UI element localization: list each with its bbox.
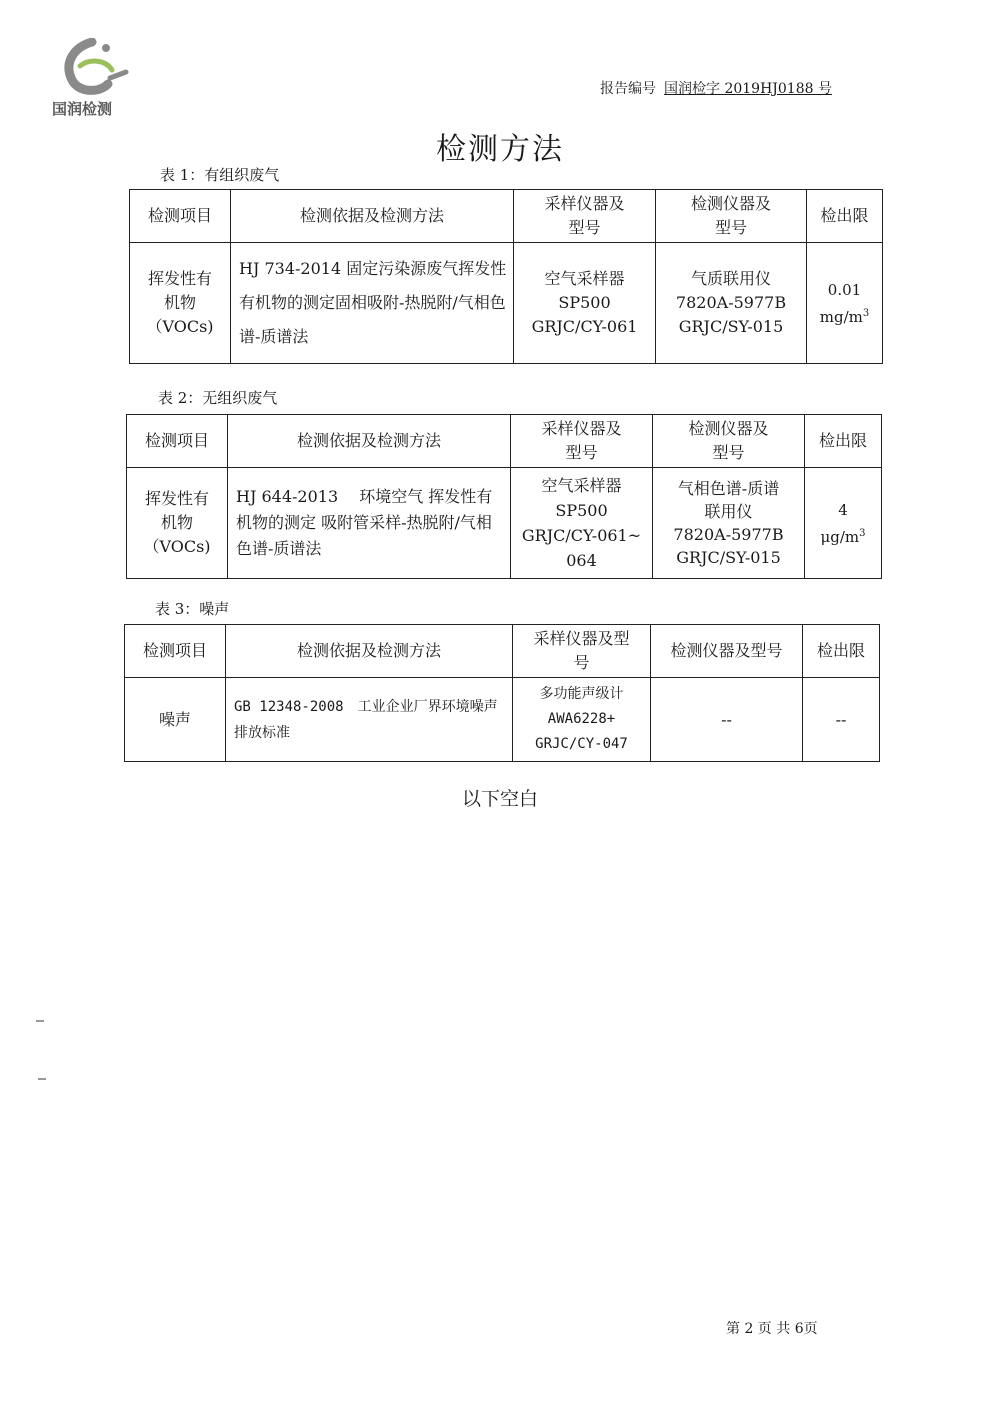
sampler-line: GRJC/CY-061~ [521, 526, 642, 545]
sampler-line: 空气采样器 [544, 269, 625, 288]
table-row [125, 678, 880, 762]
sampler-line: SP500 [555, 501, 608, 520]
table2-header-cell: 采样仪器及 型号 [511, 415, 653, 468]
instrument-line: GRJC/SY-015 [678, 317, 784, 336]
limit-value: -- [835, 709, 847, 729]
item-cell [127, 468, 228, 579]
item-line: 机物 [160, 513, 193, 532]
item-cell [125, 678, 226, 762]
item-cell [130, 243, 231, 364]
table3-header-cell: 检测项目 [125, 625, 226, 678]
sampler-line: 064 [566, 551, 597, 570]
table2-header-row [127, 415, 882, 468]
method-cell: GB 12348-2008 工业企业厂界环境噪声排放标准 [226, 678, 513, 762]
table3-header-cell: 采样仪器及型 号 [513, 625, 651, 678]
logo-text: 国润检测 [52, 100, 113, 118]
table2-caption: 表 2：无组织废气 [158, 389, 278, 407]
table1 [129, 189, 883, 364]
limit-value: 4 [838, 500, 848, 519]
table1-header-cell: 检出限 [807, 190, 883, 243]
logo-mark-icon [50, 38, 140, 98]
table1-header-cell: 检测依据及检测方法 [231, 190, 514, 243]
table3 [124, 624, 880, 762]
limit-value: 0.01 [827, 280, 862, 299]
page-number: 第 2 页 共 6页 [726, 1321, 818, 1337]
limit-unit: mg/m [819, 307, 863, 326]
table2 [126, 414, 882, 579]
table3-header-cell: 检出限 [803, 625, 880, 678]
limit-unit: μg/m [820, 527, 860, 546]
table2-header-cell: 检测仪器及 型号 [653, 415, 805, 468]
report-number [600, 78, 832, 98]
limit-cell [807, 243, 883, 364]
instrument-cell [656, 243, 807, 364]
sampler-line: 多功能声级计 [539, 686, 624, 702]
blank-below-note: 以下空白 [461, 788, 538, 810]
table3-header-cell: 检测依据及检测方法 [226, 625, 513, 678]
instrument-line: 联用仪 [704, 502, 753, 521]
limit-cell [803, 678, 880, 762]
table-row [127, 468, 882, 579]
table2-header-cell: 检出限 [805, 415, 882, 468]
report-number-label: 报告编号 [600, 81, 656, 97]
instrument-line: 7820A-5977B [673, 525, 784, 544]
sampler-cell [513, 678, 651, 762]
instrument-line: GRJC/SY-015 [676, 548, 781, 567]
sampler-line: GRJC/CY-061 [531, 317, 638, 336]
instrument-cell [651, 678, 803, 762]
company-logo [50, 38, 140, 120]
table2-header-cell: 检测依据及检测方法 [228, 415, 511, 468]
limit-unit-line [811, 302, 878, 329]
table-row [130, 243, 883, 364]
table3-caption: 表 3：噪声 [155, 600, 230, 618]
table3-header-cell: 检测仪器及型号 [651, 625, 803, 678]
scan-speck [38, 1078, 46, 1080]
limit-cell [805, 468, 882, 579]
limit-unit-sup: 3 [862, 307, 870, 319]
table3-header-row [125, 625, 880, 678]
table1-header-row [130, 190, 883, 243]
item-line: 挥发性有 [144, 489, 209, 508]
table2-header-cell: 检测项目 [127, 415, 228, 468]
item-line: 挥发性有 [147, 269, 212, 288]
table1-header-cell: 检测项目 [130, 190, 231, 243]
scan-speck [36, 1020, 44, 1022]
table1-caption: 表 1：有组织废气 [160, 166, 280, 184]
sampler-line: SP500 [558, 293, 611, 312]
instrument-line: 气质联用仪 [690, 269, 771, 288]
instrument-line: -- [721, 709, 732, 729]
sampler-cell [514, 243, 656, 364]
instrument-line: 气相色谱-质谱 [677, 479, 780, 498]
limit-unit-line [809, 522, 877, 549]
sampler-line: GRJC/CY-047 [535, 736, 628, 752]
item-line: （VOCs) [143, 537, 211, 556]
limit-unit-sup: 3 [859, 527, 866, 539]
method-cell: HJ 644-2013 环境空气 挥发性有机物的测定 吸附管采样-热脱附/气相色谱-质谱法 [228, 468, 511, 579]
instrument-line: 7820A-5977B [675, 293, 787, 312]
report-number-value: 国润检字 2019HJ0188 号 [664, 81, 832, 97]
table1-header-cell: 检测仪器及 型号 [656, 190, 807, 243]
instrument-cell [653, 468, 805, 579]
sampler-line: 空气采样器 [541, 476, 622, 495]
sampler-cell [511, 468, 653, 579]
item-line: 机物 [163, 293, 196, 312]
page-title: 检测方法 [436, 132, 564, 167]
sampler-line: AWA6228+ [547, 711, 616, 727]
table1-header-cell: 采样仪器及 型号 [514, 190, 656, 243]
item-line: （VOCs) [146, 317, 214, 336]
item-line: 噪声 [158, 709, 191, 729]
method-cell: HJ 734-2014 固定污染源废气挥发性有机物的测定固相吸附-热脱附/气相色谱-质谱法 [231, 243, 514, 364]
